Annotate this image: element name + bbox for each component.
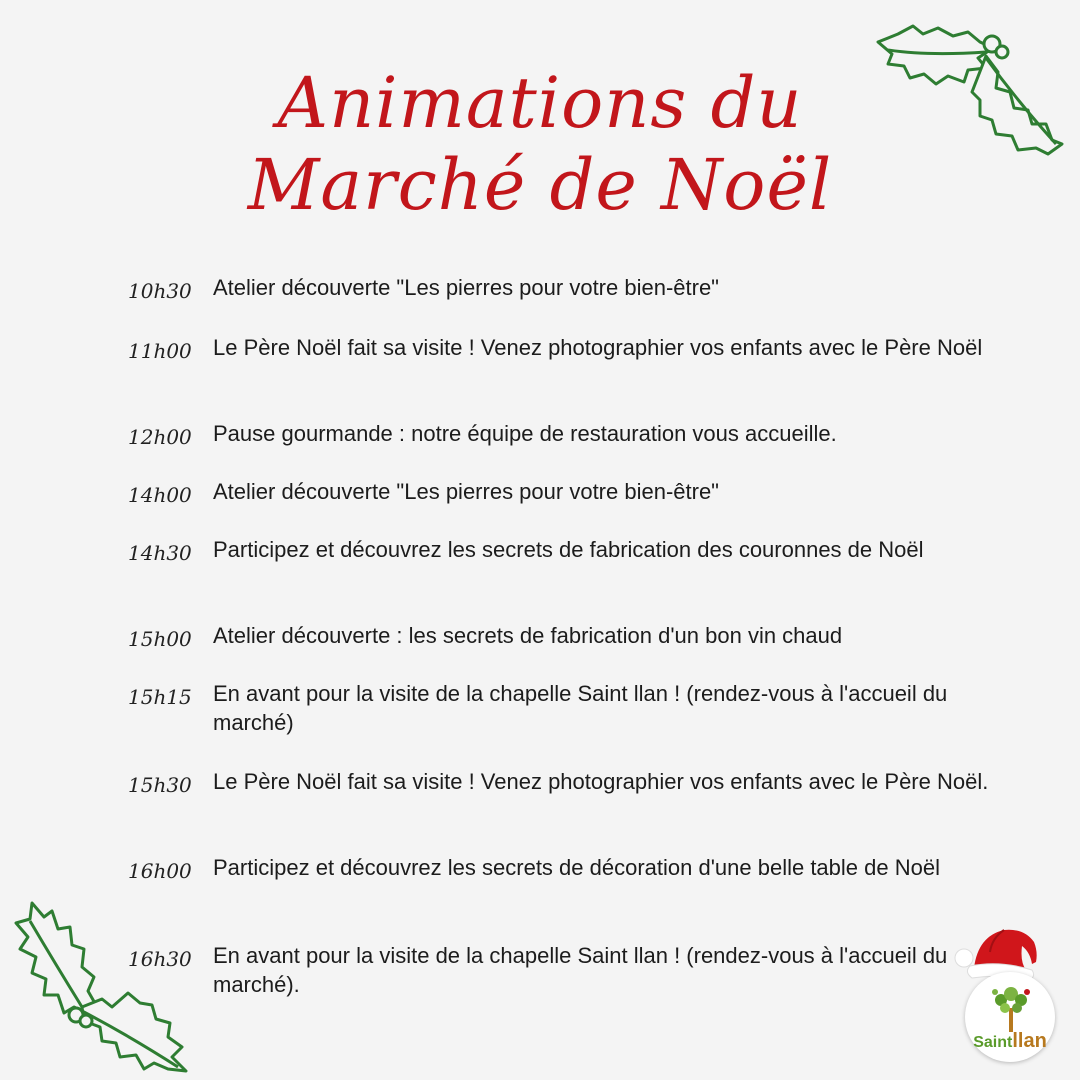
schedule-time: 14h00 bbox=[128, 483, 192, 507]
page-title-line-2: Marché de Noël bbox=[247, 144, 833, 226]
saint-llan-logo bbox=[965, 972, 1055, 1062]
schedule-text: En avant pour la visite de la chapelle Saint llan ! (rendez-vous à l'accueil du marché). bbox=[213, 943, 948, 997]
schedule-text: Le Père Noël fait sa visite ! Venez photographier vos enfants avec le Père Noël bbox=[213, 335, 983, 360]
schedule-time: 10h30 bbox=[128, 279, 192, 303]
logo-text-part2: llan bbox=[1012, 1030, 1047, 1052]
schedule-time: 12h00 bbox=[128, 425, 192, 449]
schedule-text: Le Père Noël fait sa visite ! Venez photographier vos enfants avec le Père Noël. bbox=[213, 769, 989, 794]
schedule-text: En avant pour la visite de la chapelle Saint llan ! (rendez-vous à l'accueil du marché) bbox=[213, 681, 948, 735]
logo-text bbox=[965, 1030, 1055, 1053]
schedule-time: 14h30 bbox=[128, 541, 192, 565]
schedule-time: 16h30 bbox=[128, 947, 192, 971]
holly-icon bbox=[868, 12, 1068, 162]
page-title-line-1: Animations du bbox=[277, 62, 803, 144]
holly-icon bbox=[8, 895, 198, 1080]
tree-icon bbox=[965, 978, 1055, 1038]
schedule-text: Participez et découvrez les secrets de fabrication des couronnes de Noël bbox=[213, 537, 924, 562]
schedule-time: 16h00 bbox=[128, 859, 192, 883]
schedule-text: Atelier découverte "Les pierres pour votre bien-être" bbox=[213, 275, 719, 300]
schedule-text: Atelier découverte : les secrets de fabrication d'un bon vin chaud bbox=[213, 623, 843, 648]
schedule-time: 15h30 bbox=[128, 773, 192, 797]
schedule-time: 11h00 bbox=[128, 339, 192, 363]
logo-text-part1: Saint bbox=[973, 1034, 1013, 1051]
schedule-time: 15h00 bbox=[128, 627, 192, 651]
schedule-text: Participez et découvrez les secrets de décoration d'une belle table de Noël bbox=[213, 855, 940, 880]
schedule-text: Pause gourmande : notre équipe de restauration vous accueille. bbox=[213, 421, 837, 446]
schedule-time: 15h15 bbox=[128, 685, 192, 709]
schedule-text: Atelier découverte "Les pierres pour votre bien-être" bbox=[213, 479, 719, 504]
